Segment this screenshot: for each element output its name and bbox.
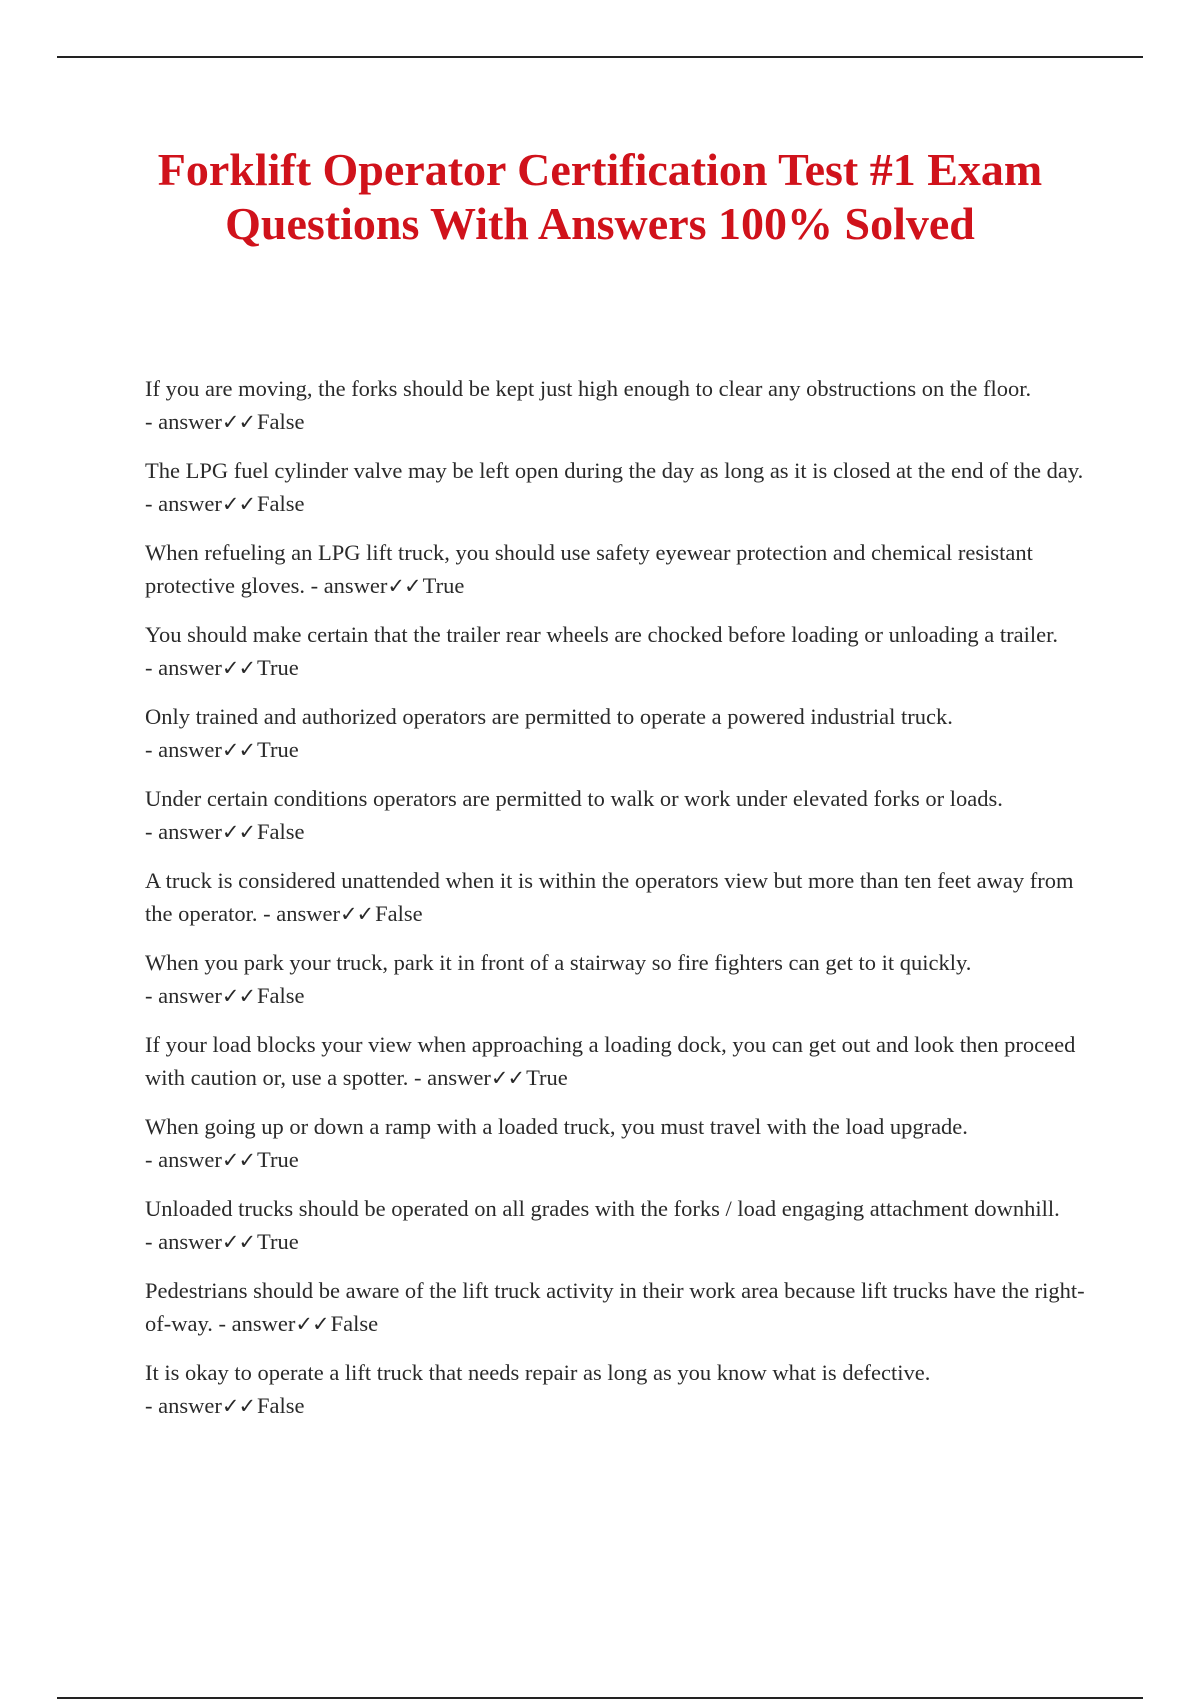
question-item [145, 454, 1085, 521]
checkmark-icon: ✓✓ [221, 820, 256, 844]
question-item [145, 536, 1085, 603]
question-text: If your load blocks your view when approaching a loading dock, you can get out and look then proceed with caution or, use a spotter. [145, 1032, 1076, 1090]
top-rule [57, 56, 1143, 58]
answer-value: True [257, 737, 299, 762]
answer-prefix: - answer [145, 491, 222, 516]
question-item [145, 1192, 1085, 1259]
question-item [145, 1274, 1085, 1341]
answer-value: False [257, 1393, 305, 1418]
bottom-rule [57, 1697, 1143, 1699]
question-item [145, 946, 1085, 1013]
answer-value: False [257, 491, 305, 516]
question-text: You should make certain that the trailer rear wheels are chocked before loading or unloading a trailer. [145, 622, 1058, 647]
checkmark-icon: ✓✓ [221, 984, 256, 1008]
question-text: Under certain conditions operators are permitted to walk or work under elevated forks or loads. [145, 786, 1003, 811]
checkmark-icon: ✓✓ [490, 1066, 525, 1090]
question-text: The LPG fuel cylinder valve may be left open during the day as long as it is closed at the end of the day. [145, 458, 1084, 483]
question-text: It is okay to operate a lift truck that needs repair as long as you know what is defective. [145, 1360, 931, 1385]
question-text: If you are moving, the forks should be kept just high enough to clear any obstructions on the floor. [145, 376, 1032, 401]
question-item [145, 618, 1085, 685]
answer-prefix: - answer [145, 655, 222, 680]
question-item [145, 700, 1085, 767]
answer-value: True [526, 1065, 568, 1090]
answer-prefix: - answer [212, 1311, 296, 1336]
answer-value: False [257, 409, 305, 434]
answer-prefix: - answer [145, 983, 222, 1008]
question-text: When refueling an LPG lift truck, you should use safety eyewear protection and chemical resistant protective gloves. [145, 540, 1033, 598]
question-text: Pedestrians should be aware of the lift truck activity in their work area because lift trucks have the right-of-way. [145, 1278, 1085, 1336]
checkmark-icon: ✓✓ [221, 410, 256, 434]
question-list [145, 372, 1085, 1438]
checkmark-icon: ✓✓ [221, 1148, 256, 1172]
answer-value: False [330, 1311, 379, 1336]
question-item [145, 782, 1085, 849]
answer-value: False [375, 901, 423, 926]
checkmark-icon: ✓✓ [221, 1230, 256, 1254]
question-text: When you park your truck, park it in front of a stairway so fire fighters can get to it quickly. [145, 950, 972, 975]
checkmark-icon: ✓✓ [221, 656, 256, 680]
question-text: A truck is considered unattended when it is within the operators view but more than ten feet away from the operator. [145, 868, 1074, 926]
checkmark-icon: ✓✓ [221, 738, 256, 762]
question-item [145, 372, 1085, 439]
document-title: Forklift Operator Certification Test #1 Exam Questions With Answers 100% Solved [157, 144, 1043, 249]
question-item [145, 1028, 1085, 1095]
answer-prefix: - answer [145, 1229, 222, 1254]
answer-prefix: - answer [145, 819, 222, 844]
checkmark-icon: ✓✓ [221, 1394, 256, 1418]
answer-prefix: - answer [304, 573, 388, 598]
question-item [145, 1356, 1085, 1423]
question-text: When going up or down a ramp with a loaded truck, you must travel with the load upgrade. [145, 1114, 968, 1139]
answer-prefix: - answer [145, 737, 222, 762]
answer-value: True [257, 655, 299, 680]
answer-value: True [257, 1147, 299, 1172]
checkmark-icon: ✓✓ [387, 574, 421, 598]
answer-value: False [257, 983, 305, 1008]
checkmark-icon: ✓✓ [295, 1312, 329, 1336]
question-text: Only trained and authorized operators are permitted to operate a powered industrial truck. [145, 704, 953, 729]
answer-value: False [257, 819, 305, 844]
question-text: Unloaded trucks should be operated on all grades with the forks / load engaging attachment downhill. [145, 1196, 1060, 1221]
answer-prefix: - answer [408, 1065, 491, 1090]
question-item [145, 1110, 1085, 1177]
answer-prefix: - answer [145, 409, 222, 434]
question-item [145, 864, 1085, 931]
checkmark-icon: ✓✓ [221, 492, 256, 516]
answer-prefix: - answer [257, 901, 340, 926]
answer-value: True [257, 1229, 299, 1254]
checkmark-icon: ✓✓ [339, 902, 374, 926]
answer-prefix: - answer [145, 1393, 222, 1418]
answer-prefix: - answer [145, 1147, 222, 1172]
answer-value: True [422, 573, 465, 598]
